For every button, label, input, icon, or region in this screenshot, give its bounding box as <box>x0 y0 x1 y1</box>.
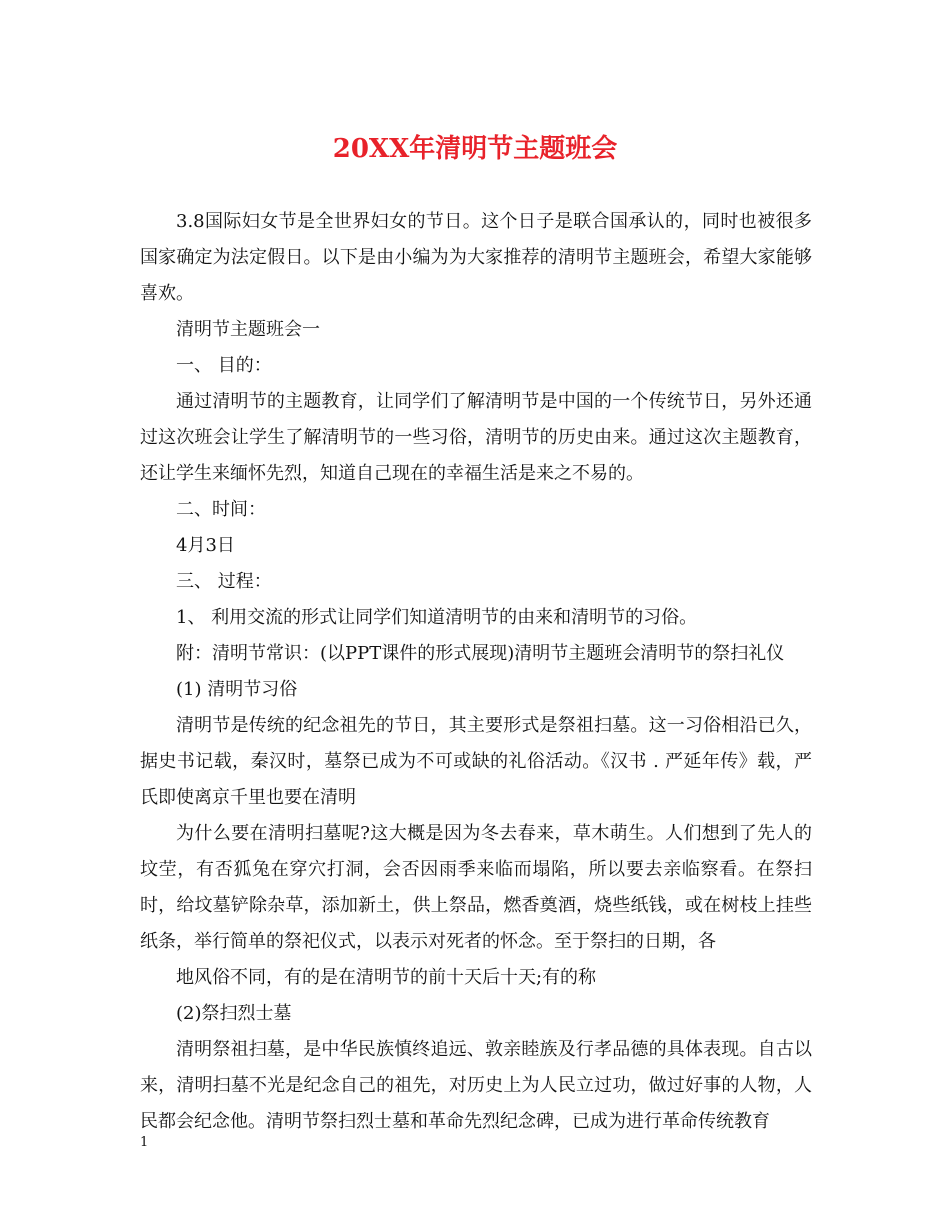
paragraph-local-customs: 地风俗不同，有的是在清明节的前十天后十天;有的称 <box>176 967 597 988</box>
paragraph-date: 4月3日 <box>176 535 235 556</box>
heading-process: 三、 过程： <box>176 571 272 592</box>
paragraph-customs: 清明节是传统的纪念祖先的节日，其主要形式是祭祖扫墓。这一习俗相沿已久，据史书记载，秦汉时，墓祭已成为不可或缺的礼俗活动。《汉书 . 严延年传》载，严氏即使离京千里也要在清明 <box>140 715 812 808</box>
paragraph-why-sweep: 为什么要在清明扫墓呢?这大概是因为冬去春来，草木萌生。人们想到了先人的坟茔，有否狐兔在穿穴打洞，会否因雨季来临而塌陷，所以要去亲临察看。在祭扫时，给坟墓铲除杂草，添加新土，供上祭品，燃香奠酒，烧些纸钱，或在树枝上挂些纸条，举行简单的祭祀仪式，以表示对死者的怀念。至于祭扫的日期，各 <box>140 823 812 952</box>
subheading-martyrs: (2)祭扫烈士墓 <box>176 1003 292 1024</box>
paragraph-step-1: 1、 利用交流的形式让同学们知道清明节的由来和清明节的习俗。 <box>176 607 698 628</box>
document-body <box>140 204 812 1140</box>
document-title: 20XX年清明节主题班会 <box>332 134 618 164</box>
paragraph-martyrs: 清明祭祖扫墓，是中华民族慎终追远、敦亲睦族及行孝品德的具体表现。自古以来，清明扫墓不光是纪念自己的祖先，对历史上为人民立过功，做过好事的人物，人民都会纪念他。清明节祭扫烈士墓和革命先烈纪念碑，已成为进行革命传统教育 <box>140 1039 812 1132</box>
heading-time: 二、时间： <box>176 499 266 520</box>
heading-purpose: 一、 目的： <box>176 355 272 376</box>
paragraph-appendix: 附：清明节常识：(以PPT课件的形式展现)清明节主题班会清明节的祭扫礼仪 <box>176 643 785 664</box>
paragraph-intro: 3.8国际妇女节是全世界妇女的节日。这个日子是联合国承认的，同时也被很多国家确定为法定假日。以下是由小编为为大家推荐的清明节主题班会，希望大家能够喜欢。 <box>140 211 812 304</box>
page-number: 1 <box>140 1135 149 1150</box>
paragraph-purpose: 通过清明节的主题教育，让同学们了解清明节是中国的一个传统节日，另外还通过这次班会让学生了解清明节的一些习俗，清明节的历史由来。通过这次主题教育，还让学生来缅怀先烈，知道自己现在的幸福生活是来之不易的。 <box>140 391 812 484</box>
subheading-customs: (1) 清明节习俗 <box>176 679 298 700</box>
section-heading: 清明节主题班会一 <box>176 319 320 340</box>
